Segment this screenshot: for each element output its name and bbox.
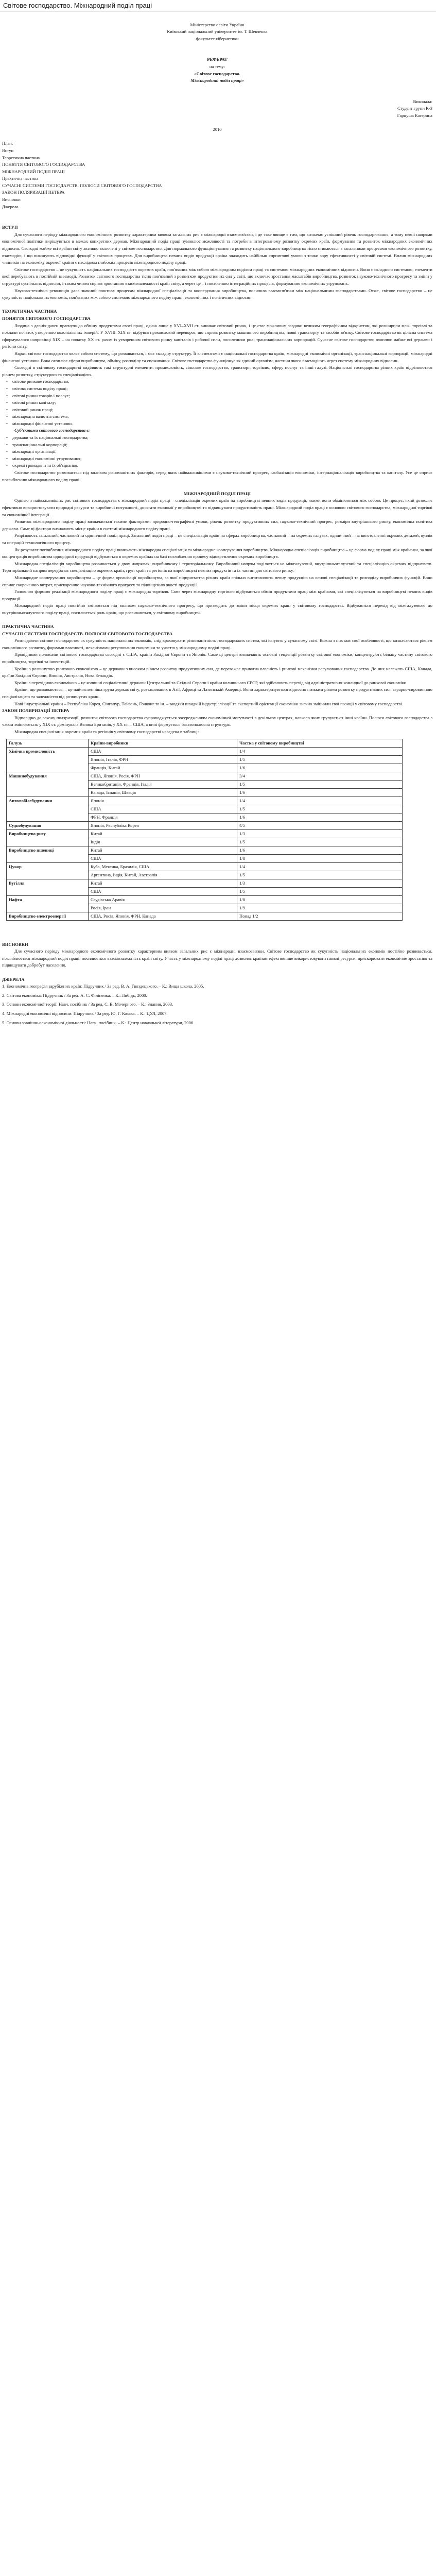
university-line: Київський національний університет ім. Т. Шевченка [167,29,268,35]
subsection-heading: СУЧАСНІ СИСТЕМИ ГОСПОДАРСТВ. ПОЛЮСИ СВІТОВОГО ГОСПОДАРСТВА [2,631,173,636]
list-item: • світове ринкове господарство; [9,378,432,385]
author-name: Гарнуша Катерина [397,112,432,118]
table-row [7,862,403,871]
paragraph: Відповідно до закону поляризації, розвиток світового господарства супроводжується зосередженням економічної могутності в декількох центрах, навколо яких групуються інші країни. Полюси світового господарства з часом змінюються: у XIX ст. домінувала Велика Британія, у XX ст. – США, а нині формується багатополюсна структура. [2,715,432,727]
table-cell-share: 1/8 [237,854,403,862]
table-cell-industry: Машинобудування [7,772,89,796]
table-row [7,829,403,838]
reference-item: 2. Світова економіка: Підручник / За ред. А. С. Філіпенка. – К.: Либідь, 2000. [2,992,147,998]
list-item: • міжнародні фінансові установи. [9,420,432,428]
table-cell-share: 1/5 [237,887,403,895]
table-row [7,912,403,920]
list-item: • міжнародні організації; [9,448,432,455]
section-heading-practice: ПРАКТИЧНА ЧАСТИНА [2,624,54,630]
table-cell-industry: Хімічна промисловість [7,747,89,772]
reference-list [2,983,432,1026]
table-cell-share: 1/5 [237,755,403,764]
table-cell-countries: Канада, Іспанія, Швеція [89,788,237,796]
table-cell-share: 1/5 [237,838,403,846]
table-cell-countries: США [89,747,237,755]
table-header-cell: Частка у світовому виробництві [237,739,403,747]
table-header-row [7,739,403,747]
subsection-heading: МІЖНАРОДНИЙ ПОДІЛ ПРАЦІ [183,490,251,496]
section-heading-references: ДЖЕРЕЛА [2,976,25,982]
table-cell-countries: США, Японія, Росія, ФРН [89,772,237,780]
paragraph: Міжнародне кооперування виробництва – це форма організації виробництва, за якої підприємства різних країн спільно виготовляють певну продукцію на основі спеціалізації та розподілу виробничих функцій. Воно сприяє скороченню витрат, прискоренню науково-технічного прогресу та підвищенню якості продукції. [2,574,432,587]
toc-item[interactable]: Висновки [2,197,21,202]
table-cell-share: 1/3 [237,879,403,887]
table-cell-share: 1/6 [237,813,403,821]
topic-prefix: на тему: [209,63,225,69]
paragraph: Однією з найважливіших рис світового господарства є міжнародний поділ праці – спеціалізація окремих країн на виробництві певних видів продукції, якими вони обмінюються між собою. Це процес, який дозволяє ефективно використовувати природні ресурси та виробничі потужності, досягати економії у виробництві та підвищувати продуктивність праці. Міжнародний поділ праці є основою світового господарства, міжнародної торгівлі та економічної інтеграції. [2,498,432,517]
table-row [7,796,403,805]
list-item: • світовий ринок праці; [9,406,432,414]
paragraph: Країни з розвинутою ринковою економікою – це держави з високим рівнем розвитку продуктивних сил, де переважає приватна власність і ринкові механізми регулювання господарства. До них належать США, Канада, країни Західної Європи, Японія, Австралія, Нова Зеландія. [2,666,432,679]
table-cell-share: Понад 1/2 [237,912,403,920]
table-cell-countries: Аргентина, Індія, Китай, Австралія [89,871,237,879]
table-cell-industry: Цукор [7,862,89,879]
list-item: • держави та їх національні господарства; [9,434,432,442]
table-row [7,821,403,829]
table-cell-countries: Японія, Італія, ФРН [89,755,237,764]
table-row [7,879,403,887]
table-cell-share: 1/6 [237,846,403,854]
paragraph: Для сучасного періоду міжнародного економічного розвитку характерним виявом загальних рис є міжнародні взаємозв'язки, і де таке явище є тим, що визначає успішний рівень господарювання, а тому певні напрями економічної політики вирішуються в межах конкретних держав. Міжнародний поділ праці зумовлює можливості та потреби в інтегрованому розвитку окремих країн, формування та розвиток міжнародних економічних відносин. Сьогодні майже всі країни світу активно включені у світове господарство. Для нормального функціонування та розвитку національного виробництва тісно стикаються з загальними процесами економічного розвитку, взаємодію, і що виконують відповідні функції у світових процесах. Для виробництва певних видів продукції країна знаходить найбільш сприятливі умови з точки зору ефективності у світовій системі. Вплив міжнародних чинників на економіку окремої країни є наслідком глибоких процесів міжнародного поділу праці. [2,231,432,265]
specialization-table-body [7,739,403,920]
table-cell-share: 1/5 [237,780,403,788]
subsection-heading: ЗАКОН ПОЛЯРИЗАЦІЇ ПЕТЕРА [2,708,69,714]
table-cell-share: 1/3 [237,829,403,838]
table-row [7,747,403,755]
faculty-line: факультет кібернетики [196,36,239,41]
paragraph: Наразі світове господарство являє собою систему, що розвивається, і має складну структуру. Її елементами є національні господарства країн, міжнародні економічні організації, транснаціональні корпорації, міжнародні фінансові установи. Вона охоплює сфери виробництва, обміну, розподілу та споживання. Світове господарство функціонує як єдиний організм, частини якого взаємодіють через систему міжнародних відносин. [2,350,432,363]
table-row [7,846,403,854]
table-cell-countries: США [89,854,237,862]
table-cell-share: 1/5 [237,871,403,879]
table-header-cell: Галузь [7,739,89,747]
table-cell-share: 1/5 [237,805,403,813]
paragraph: Сьогодні в світовому господарстві виділяють такі структурні елементи: промисловість, сільське господарство, транспорт, торгівлю, сферу послуг та інші галузі. Національні господарства різних країн відрізняються рівнем розвитку, структурою та спеціалізацією. [2,365,432,377]
table-cell-countries: Франція, Китай [89,764,237,772]
table-of-contents [2,140,432,210]
paragraph: Науково-технічна революція дала значний поштовх процесам міжнародної спеціалізації та кооперування виробництва, посилила взаємозв'язки між національними господарствами. Отже, світове господарство – це сукупність національних економік, пов'язаних між собою системою міжнародного поділу праці, економічних і політичних відносин. [2,287,432,300]
table-row [7,772,403,780]
table-cell-share: 1/6 [237,764,403,772]
paragraph: Світове господарство розвивається під впливом різноманітних факторів, серед яких найважливішими є науково-технічний прогрес, глобалізація економіки, інтернаціоналізація виробництва та капіталу. Усе це сприяє поглибленню міжнародного поділу праці. [2,470,432,482]
table-header-cell: Країни-виробники [89,739,237,747]
section-heading-intro: ВСТУП [2,225,18,230]
paragraph: Міжнародний поділ праці постійно змінюється під впливом науково-технічного прогресу, що призводить до зміни місця окремих країн у світовому господарстві. Відбувається перехід від міжгалузевого до внутрішньогалузевого поділу праці, посилюється роль країн, що розвиваються, у світовому виробництві. [2,603,432,615]
table-row [7,895,403,904]
paragraph: Міжнародна спеціалізація окремих країн та регіонів у світовому господарстві наведена в таблиці: [14,729,199,734]
table-cell-countries: Китай [89,879,237,887]
window-titlebar [0,0,436,12]
table-cell-countries: Японія [89,796,237,805]
toc-item: План: [2,141,13,146]
list-item: • світова система поділу праці; [9,385,432,393]
toc-item[interactable]: ПОНЯТТЯ СВІТОВОГО ГОСПОДАРСТВА [2,162,85,167]
list-item: • окремі громадяни та їх об'єднання. [9,462,432,469]
doc-type: РЕФЕРАТ [207,57,228,62]
paragraph: Головною формою реалізації міжнародного поділу праці є міжнародна торгівля. Саме через міжнародну торгівлю відбувається обмін продуктами праці між країнами, які спеціалізуються на виробництві певних видів продукції. [2,589,432,601]
table-cell-countries: Великобританія, Франція, Італія [89,780,237,788]
document-page [2,14,432,1028]
table-cell-share: 4/5 [237,821,403,829]
topic-title-line1: «Світове господарство. [194,71,240,76]
paragraph: Країни, що розвиваються, – це найчисленніша група держав світу, розташованих в Азії, Африці та Латинській Америці. Вони характеризуються відносно низьким рівнем розвитку продуктивних сил, аграрно-сировинною спеціалізацією та залежністю від розвинутих країн. [2,687,432,700]
table-cell-countries: Японія, Республіка Корея [89,821,237,829]
toc-item[interactable]: СУЧАСНІ СИСТЕМИ ГОСПОДАРСТВ. ПОЛЮСИ СВІТОВОГО ГОСПОДАРСТВА [2,182,162,188]
topic-title-line2: Міжнародний поділ праці» [190,78,244,83]
table-cell-countries: Індія [89,838,237,846]
bullet-list [2,434,432,469]
table-cell-share: 1/4 [237,862,403,871]
paragraph: Світове господарство – це сукупність національних господарств окремих країн, пов'язаних між собою міжнародним поділом праці та системою міжнародних економічних відносин. Воно є складною системою, елементи якої перебувають в постійній взаємодії. Розвиток світового господарства тісно пов'язаний з розвитком продуктивних сил у світі, що включає зростання масштабів виробництва, розвиток науково-технічного прогресу та зміни у структурі суспільних відносин, і таким чином сприяє зростанню взаємозалежності країн світу, а через це – і посиленню інтеграційних процесів, формуванню економічних угруповань. [2,266,432,286]
list-item: • міжнародні економічні угруповання; [9,455,432,463]
paragraph: Міжнародна спеціалізація виробництва розвивається у двох напрямах: виробничому і територіальному. Виробничий напрям поділяється на міжгалузевий, внутрішньогалузевий та спеціалізацію окремих підприємств. Територіальний напрям передбачає спеціалізацію окремих країн, груп країн та регіонів на виробництві певних продуктів та їх частин для світового ринку. [2,561,432,573]
paragraph: Суб'єктами світового господарства є: [14,428,90,433]
year: 2010 [213,127,222,132]
window-title: Світове господарство. Міжнародний поділ праці [3,2,152,9]
list-item: • міжнародна валютна система; [9,413,432,420]
reference-item: 3. Основи економічної теорії: Навч. посібник / За ред. С. В. Мочерного. – К.: Знання, 2003. [2,1002,173,1007]
toc-item[interactable]: Практична частина [2,176,39,181]
specialization-table [6,739,403,921]
table-cell-countries: Куба, Мексика, Бразилія, США [89,862,237,871]
paragraph: Людина з давніх-давен прагнула до обміну продуктами своєї праці, однак лише у XVI–XVII ст. виникає світовий ринок, і це стає можливим завдяки великим географічним відкриттям, які розширили межі торгівлі та поклали початок утворенню колоніальних імперій. У XVIII–XIX ст. відбувся промисловий переворот, що сприяв розвитку машинного виробництва, появі транспорту та засобів зв'язку. Світове господарство як цілісна система сформувалося наприкінці XIX – на початку XX ст. разом із утворенням світового ринку капіталів і робочої сили, посиленням ролі транснаціональних корпорацій. Сучасне світове господарство охоплює майже всі держави і регіони світу. [2,323,432,349]
table-cell-industry: Суднобудування [7,821,89,829]
table-cell-countries: Китай [89,846,237,854]
subsection-heading: ПОНЯТТЯ СВІТОВОГО ГОСПОДАРСТВА [2,315,91,321]
author-group: Студент групи К-3 [397,106,432,111]
table-cell-share: 3/4 [237,772,403,780]
paragraph: Розвиток міжнародного поділу праці визначається такими факторами: природно-географічні умови, рівень розвитку продуктивних сил, науково-технічний прогрес, розміри внутрішнього ринку, економічна політика держави. Саме ці фактори визначають місце країни в системі міжнародного поділу праці. [2,519,432,531]
paragraph: Провідними полюсами світового господарства сьогодні є США, країни Західної Європи та Японія. Саме ці центри визначають основні тенденції розвитку світової економіки, концентрують більшу частину світового виробництва, торгівлі та інвестицій. [2,652,432,665]
table-cell-countries: Саудівська Аравія [89,895,237,904]
toc-item[interactable]: Джерела [2,204,19,209]
paragraph: Розглядаючи світове господарство як сукупність національних економік, слід враховувати різноманітність господарських систем, які існують у сучасному світі. Кожна з них має свої особливості, що визначаються рівнем економічного розвитку, формами власності, механізмами регулювання економіки та участю у міжнародному поділі праці. [2,638,432,650]
table-cell-share: 1/9 [237,904,403,912]
table-cell-industry: Вугілля [7,879,89,895]
document-viewport [0,12,436,2576]
reference-item: 1. Економічна географія зарубіжних країн: Підручник / За ред. В. А. Гвоздецького. – К.: Вища школа, 2005. [2,984,204,989]
paragraph: Країни з перехідною економікою – це колишні соціалістичні держави Центральної та Східної Європи і країни колишнього СРСР, які здійснюють перехід від адміністративно-командної до ринкової економіки. [14,680,408,685]
toc-item[interactable]: Теоретична частина [2,155,40,160]
paragraph: Для сучасного періоду міжнародного економічного розвитку характерним виявом загальних рис є міжнародні взаємозв'язки. Світове господарство як сукупність національних економік постійно розвивається, поглиблюється міжнародний поділ праці, посилюється взаємозалежність країн світу. Участь у міжнародному поділі праці дозволяє країнам ефективніше використовувати наявні ресурси, прискорювати економічне зростання та підвищувати добробут населення. [2,948,432,968]
ministry-line: Міністерство освіти України [190,22,245,27]
table-cell-share: 1/4 [237,747,403,755]
author-role: Виконала: [413,98,432,104]
table-cell-industry: Виробництво електроенергії [7,912,89,920]
table-cell-industry: Нафта [7,895,89,912]
toc-item[interactable]: ЗАКОН ПОЛЯРИЗАЦІЇ ПЕТЕРА [2,190,65,195]
table-cell-countries: ФРН, Франція [89,813,237,821]
table-cell-countries: Росія, Іран [89,904,237,912]
table-cell-share: 1/6 [237,788,403,796]
bullet-list [2,378,432,427]
table-cell-countries: США, Росія, Японія, ФРН, Канада [89,912,237,920]
paragraph: Розрізняють загальний, частковий та одиничний поділ праці. Загальний поділ праці – це спеціалізація країн на сферах виробництва, частковий – на окремих галузях, одиничний – на виготовленні окремих деталей, вузлів та операцій технологічного процесу. [2,533,432,545]
paragraph: Нові індустріальні країни – Республіка Корея, Сінгапур, Тайвань, Гонконг та ін. – завдяки швидкій індустріалізації та експортній орієнтації економіки значно зміцнили свої позиції у світовому господарстві. [14,701,404,706]
list-item: • транснаціональні корпорації; [9,442,432,449]
section-heading-conclusion: ВИСНОВКИ [2,941,28,947]
reference-item: 5. Основи зовнішньоекономічної діяльності: Навч. посібник. – К.: Центр навчальної літератури, 2006. [2,1020,195,1025]
reference-item: 4. Міжнародні економічні відносини: Підручник / За ред. Ю. Г. Козака. – К.: ЦУЛ, 2007. [2,1010,168,1016]
list-item: • світові ринки капіталу; [9,399,432,406]
table-cell-share: 1/4 [237,796,403,805]
table-cell-countries: Китай [89,829,237,838]
paragraph: Як результат поглиблення міжнародного поділу праці виникають міжнародна спеціалізація та міжнародне кооперування виробництва. Міжнародна спеціалізація виробництва – це форма поділу праці між країнами, за якої концентрація виробництва однорідної продукції відбувається в окремих країнах на базі поглиблення процесу відокремлення окремих виробництв. [2,547,432,560]
section-heading-theory: ТЕОРЕТИЧНА ЧАСТИНА [2,309,57,314]
list-item: • світові ринки товарів і послуг; [9,393,432,400]
table-cell-share: 1/8 [237,895,403,904]
table-cell-industry: Автомобілебудування [7,796,89,821]
table-cell-industry: Виробництво рису [7,829,89,846]
table-cell-countries: США [89,805,237,813]
table-cell-countries: США [89,887,237,895]
toc-item[interactable]: Вступ [2,147,14,153]
toc-item[interactable]: МІЖНАРОДНИЙ ПОДІЛ ПРАЦІ [2,168,65,174]
table-cell-industry: Виробництво пшениці [7,846,89,862]
